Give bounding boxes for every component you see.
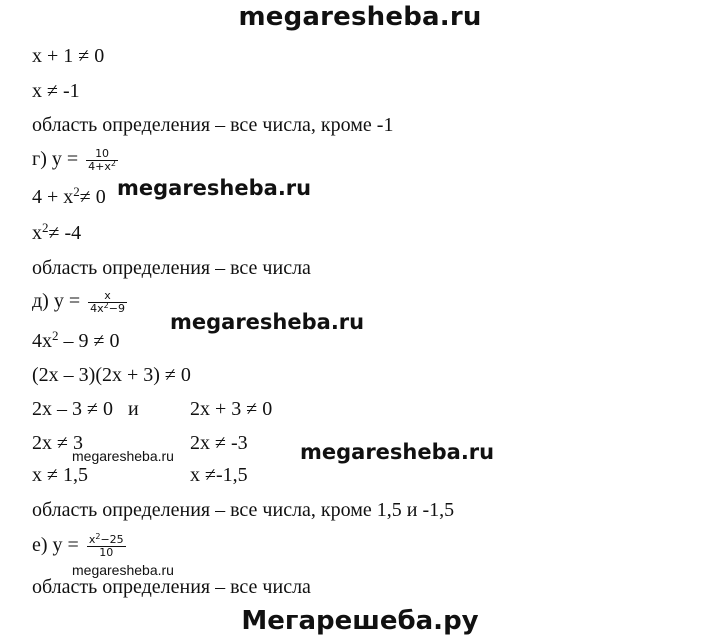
line-4x2-minus-9: $4x^2 - 9 \ne 0$ (32, 328, 120, 352)
watermark-small-2: megaresheba.ru (72, 562, 174, 578)
line-e-function (32, 534, 126, 559)
line-2x-ne-minus3: 2x ≠ -3 (190, 432, 248, 454)
g-fraction (86, 148, 118, 173)
line-domain-4: область определения – все числа (32, 576, 311, 598)
watermark-small-1: megaresheba.ru (72, 448, 174, 464)
line-domain-1: область определения – все числа, кроме -1 (32, 114, 394, 136)
watermark-mid-1: megaresheba.ru (117, 176, 312, 200)
line-g-function (32, 148, 118, 173)
d-numerator: x (104, 289, 111, 302)
watermark-top: megaresheba.ru (238, 2, 482, 32)
d-fraction (88, 290, 127, 315)
g-numerator: 10 (95, 147, 110, 160)
watermark-mid-3: megaresheba.ru (300, 440, 495, 464)
line-x2-ne-minus4: $x^2\ne -4$ (32, 220, 82, 244)
line-factored: (2x – 3)(2x + 3) ≠ 0 (32, 364, 191, 386)
line-domain-3: область определения – все числа, кроме 1,5 и -1,5 (32, 499, 455, 521)
d-denominator: $4x^2-9$ (90, 301, 125, 315)
line-x-ne-1-5: x ≠ 1,5 (32, 464, 88, 486)
line-2x-ne-3: 2x ≠ 3 (32, 432, 83, 454)
line-factors-ne-0: 2x – 3 ≠ 0 и (32, 398, 139, 420)
line-4-plus-x2: $4 + x^2\ne 0$ (32, 184, 106, 208)
line-d-function (32, 290, 127, 315)
e-label: е) y = (32, 534, 79, 557)
g-label: г) y = (32, 148, 79, 171)
line-x-plus-1: x + 1 ≠ 0 (32, 45, 105, 67)
d-label: д) y = (32, 290, 81, 313)
line-domain-2: область определения – все числа (32, 257, 311, 279)
e-fraction (87, 534, 126, 559)
watermark-bottom: Мегарешеба.ру (241, 606, 479, 636)
line-x-ne-minus1-5: x ≠-1,5 (190, 464, 248, 486)
g-denominator: $4+x^2$ (88, 159, 116, 173)
watermark-mid-2: megaresheba.ru (170, 310, 365, 334)
e-numerator: $x^2-25$ (88, 532, 124, 546)
line-x-ne-minus1: x ≠ -1 (32, 80, 80, 102)
e-denominator: 10 (87, 546, 126, 559)
line-factors-ne-0-right: 2x + 3 ≠ 0 (190, 398, 273, 420)
